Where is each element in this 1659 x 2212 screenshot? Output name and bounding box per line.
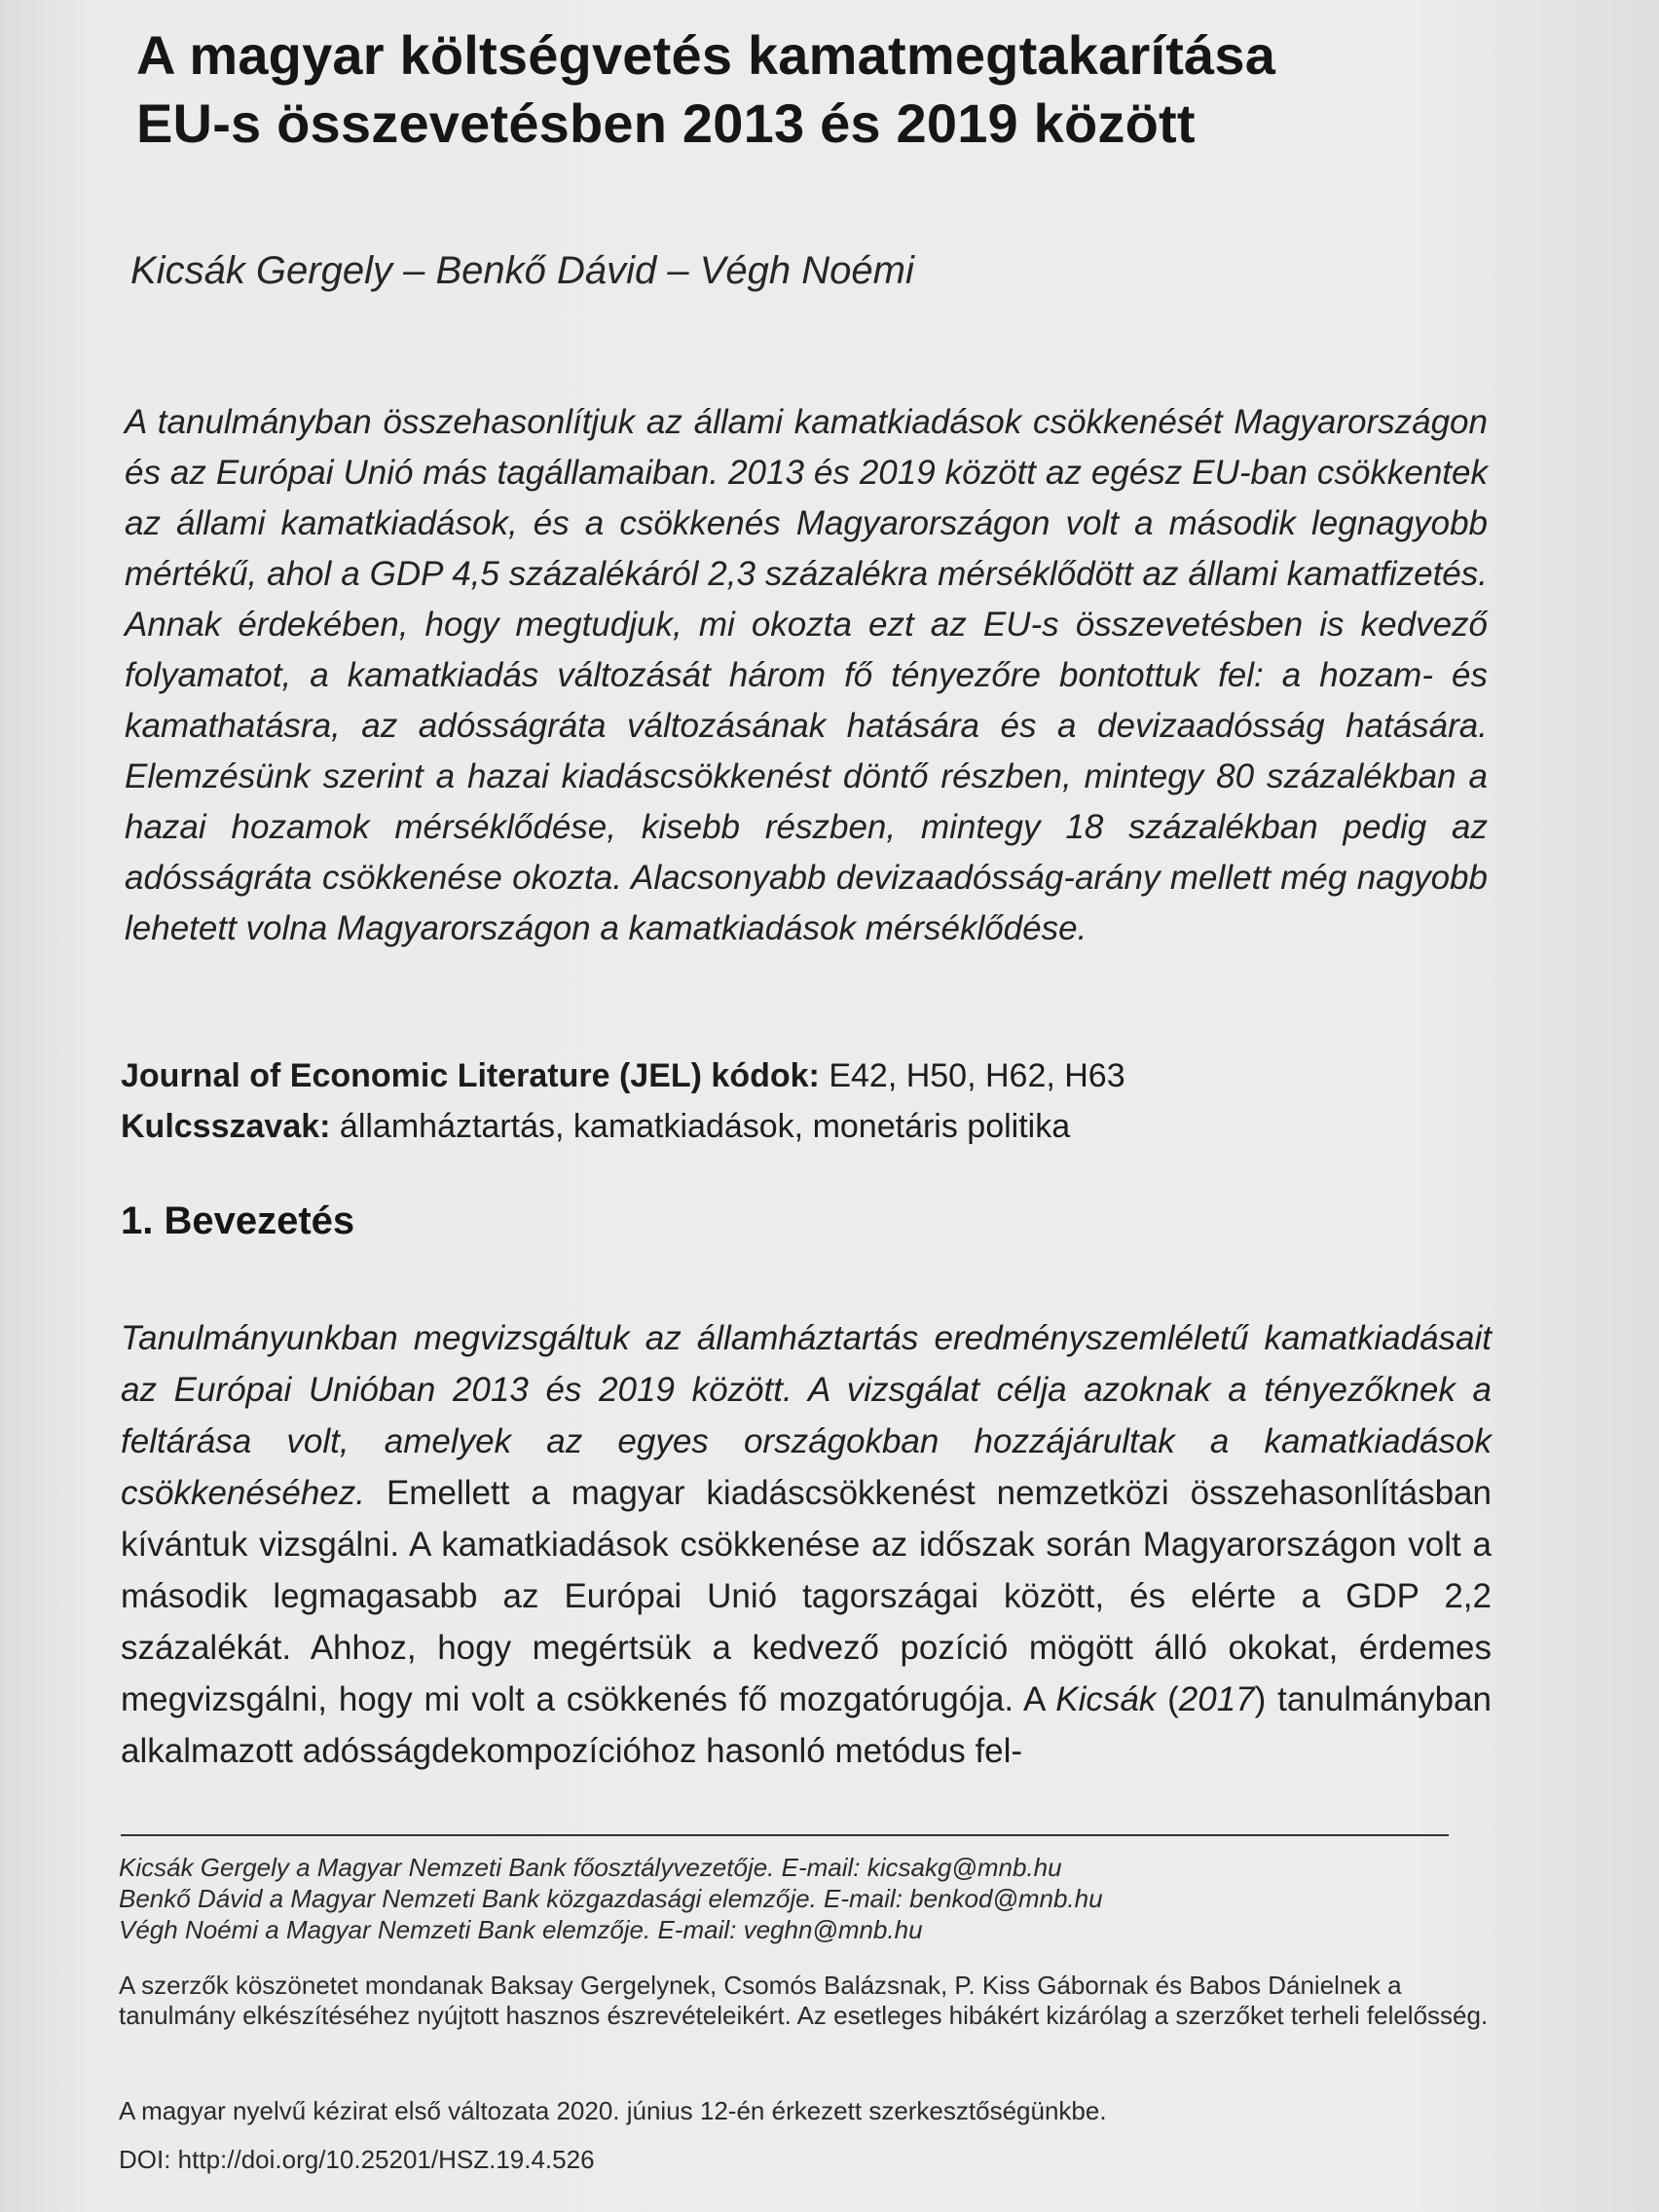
abstract: A tanulmányban összehasonlítjuk az állami kamatkiadások csökkenését Magyarországon és az Európai Unió más tagállamaiban. 2013 és 2019 között az egész EU-ban csökkentek az állami kamatkiadások, és a csökkenés Magyarországon volt a második legnagyobb mértékű, ahol a GDP 4,5 százalékáról 2,3 százalékra mérséklődött az állami kamatfizetés. Annak érdekében, hogy megtudjuk, mi okozta ezt az EU-s összevetésben is kedvező folyamatot, a kamatkiadás változását három fő tényezőre bontottuk fel: a hozam- és kamathatásra, az adósságráta változásának hatására és a devizaadósság hatására. Elemzésünk szerint a hazai kiadáscsökkenést döntő részben, mintegy 80 százalékban a hazai hozamok mérséklődése, kisebb részben, mintegy 18 százalékban pedig az adósságráta csökkenése okozta. Alacsonyabb devizaadósság-arány mellett még nagyobb lehetett volna Magyarországon a kamatkiadások mérséklődése. xyxy=(125,403,1488,947)
author-list: Kicsák Gergely – Benkő Dávid – Végh Noémi xyxy=(130,249,914,292)
metadata-block xyxy=(121,1044,1503,1159)
author-footnotes xyxy=(119,1852,1482,1945)
intro-text: Emellett a magyar kiadáscsökkenést nemzetközi összehasonlításban kívántuk vizsgálni. A kamatkiadások csökkenése az időszak során Magyarországon volt a második legmagasabb az Európai Unió tagországai között, és elérte a GDP 2,2 százalékát. Ahhoz, hogy megértsük a kedvező pozíció mögött álló okokat, érdemes megvizsgálni, hogy mi volt a csökkenés fő mozgatórugója. A xyxy=(121,1474,1492,1718)
footnote-author-3: Végh Noémi a Magyar Nemzeti Bank elemzője. E-mail: veghn@mnb.hu xyxy=(119,1915,923,1944)
intro-italic-text: Tanulmányunkban megvizsgáltuk az államháztartás eredményszemléletű kamatkiadásait az Európai Unióban 2013 és 2019 között. A vizsgálat célja azoknak a tényezőknek a feltárása volt, amelyek az egyes országokban hozzájárultak a kamatkiadások csökkenéséhez. xyxy=(121,1319,1492,1512)
jel-label: Journal of Economic Literature (JEL) kódok: xyxy=(121,1057,820,1094)
received-footnote: A magyar nyelvű kézirat első változata 2020. június 12-én érkezett szerkesztőségünkbe. xyxy=(119,2096,1107,2125)
intro-paragraph xyxy=(121,1312,1492,1777)
acknowledgement-footnote: A szerzők köszönetet mondanak Baksay Gergelynek, Csomós Balázsnak, P. Kiss Gábornak és Babos Dánielnek a tanulmány elkészítéséhez nyújtott hasznos észrevételeikért. Az esetleges hibákért kizárólag a szerzőket terheli felelősség. xyxy=(119,1971,1489,2030)
title-line-2: EU-s összevetésben 2013 és 2019 között xyxy=(136,92,1196,154)
keywords-label: Kulcsszavak: xyxy=(121,1108,331,1145)
jel-value: E42, H50, H62, H63 xyxy=(819,1057,1125,1094)
title-line-1: A magyar költségvetés kamatmegtakarítása xyxy=(136,24,1276,86)
citation-close: ) xyxy=(1254,1680,1267,1718)
paper-title xyxy=(136,21,1499,158)
citation-author: Kicsák xyxy=(1055,1680,1157,1718)
footnote-author-2: Benkő Dávid a Magyar Nemzeti Bank közgazdasági elemzője. E-mail: benkod@mnb.hu xyxy=(119,1884,1103,1913)
footnote-author-1: Kicsák Gergely a Magyar Nemzeti Bank főosztályvezetője. E-mail: kicsakg@mnb.hu xyxy=(119,1853,1062,1882)
keywords-value: államháztartás, kamatkiadások, monetáris politika xyxy=(330,1108,1071,1145)
footnote-divider xyxy=(121,1834,1449,1836)
section-heading: 1. Bevezetés xyxy=(121,1199,355,1242)
citation-year: 2017 xyxy=(1178,1680,1255,1718)
intro-tail: tanulmányban alkalmazott adósságdekompozícióhoz hasonló metódus fel- xyxy=(121,1680,1492,1770)
keywords xyxy=(121,1094,1503,1159)
citation-open: ( xyxy=(1156,1680,1179,1718)
doi-footnote: DOI: http://doi.org/10.25201/HSZ.19.4.526 xyxy=(119,2145,595,2174)
